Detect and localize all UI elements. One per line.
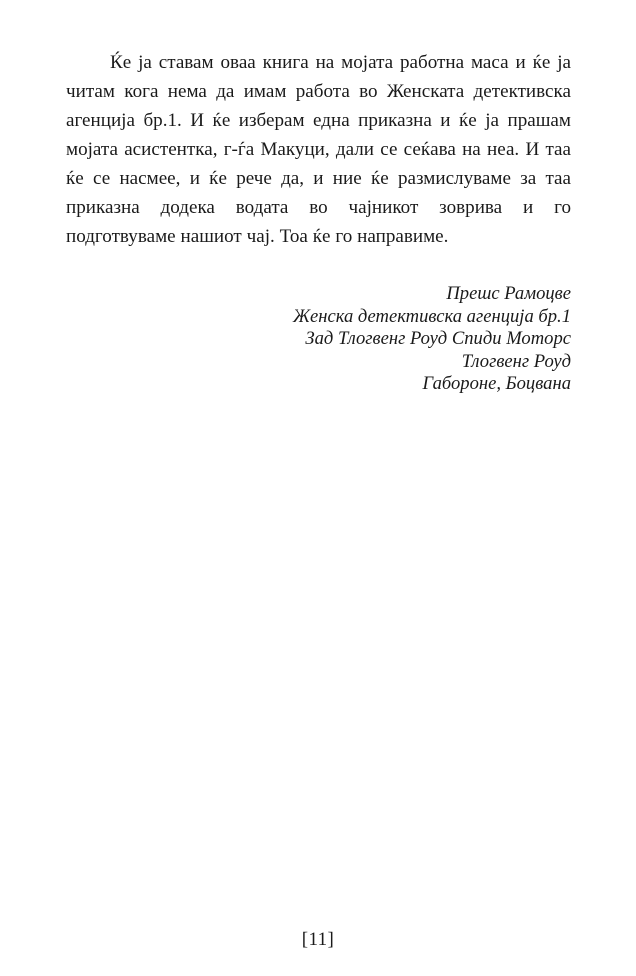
signature-line-agency: Женска детективска агенција бр.1	[292, 305, 571, 327]
signature-line-address-1: Зад Тлогвенг Роуд Спиди Моторс	[305, 328, 571, 350]
signature-line-address-2: Тлогвенг Роуд	[461, 350, 571, 372]
signature-line-city-country: Габороне, Боцвана	[422, 373, 571, 395]
signature-block	[66, 283, 571, 396]
signature-line-author: Прешс Рамоцве	[446, 283, 571, 304]
body-paragraph: Ќе ја ставам оваа книга на мојата работна маса и ќе ја читам кога нема да имам работа во Женската детективска агенција бр.1. И ќе изберам една приказна и ќе ја прашам мојата асистентка, г-ѓа Макуци, дали се сеќава на неа. И таа ќе се насмее, и ќе рече да, и ние ќе размислуваме за таа приказна додека водата во чајникот зоврива и го подготвуваме нашиот чај. Тоа ќе го направиме.	[66, 52, 571, 247]
page-number: [11]	[301, 929, 335, 950]
page-footer	[0, 928, 636, 952]
body-text-block	[66, 48, 571, 251]
